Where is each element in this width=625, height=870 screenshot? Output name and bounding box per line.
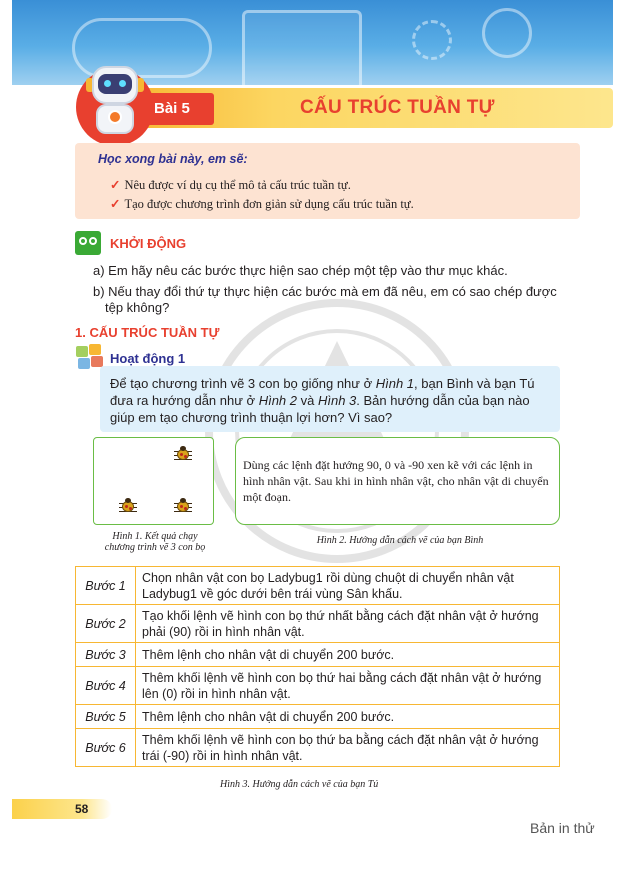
activity-text: Để tạo chương trình vẽ 3 con bọ giống như ở Hình 1, bạn Bình và bạn Tú đưa ra hướng dẫn như ở Hình 2 và Hình 3. Bản hướng dẫn của bạn nào giúp em tạo chương trình thuận lợi hơn? Vì sao? (110, 376, 535, 425)
table-row (76, 643, 560, 667)
objective-item (110, 177, 351, 193)
lesson-title: CẤU TRÚC TUẦN TỰ (300, 97, 495, 118)
warmup-question-a: a) Em hãy nêu các bước thực hiện sao chép một tệp vào thư mục khác. (93, 263, 508, 278)
monitor-decoration-icon (242, 10, 362, 85)
checkmark-icon: ✓ (110, 178, 121, 192)
lesson-number-tag: Bài 5 (142, 93, 214, 125)
figure-2-caption: Hình 2. Hướng dẫn cách vẽ của bạn Bình (316, 535, 484, 546)
step-description: Tạo khối lệnh vẽ hình con bọ thứ nhất bằng cách đặt nhân vật ở hướng phải (90) rồi in hình nhân vật. (136, 605, 560, 643)
robot-eye (104, 80, 111, 87)
cloud-decoration-icon (72, 18, 212, 78)
step-description: Thêm lệnh cho nhân vật di chuyển 200 bước. (136, 643, 560, 667)
section-title: 1. CẤU TRÚC TUẦN TỰ (75, 325, 220, 340)
ladybug-icon (174, 446, 192, 462)
steps-table (75, 566, 560, 767)
step-label: Bước 5 (76, 705, 136, 729)
checkmark-icon: ✓ (110, 197, 121, 211)
figure-1-stage (93, 437, 214, 525)
edition-note: Bản in thử (530, 820, 595, 836)
table-row (76, 667, 560, 705)
objective-text: Tạo được chương trình đơn giản sử dụng cấu trúc tuần tự. (124, 197, 414, 211)
step-description: Thêm lệnh cho nhân vật di chuyển 200 bước. (136, 705, 560, 729)
table-row (76, 567, 560, 605)
warmup-gears-icon (75, 231, 101, 255)
figure-3-caption: Hình 3. Hướng dẫn cách vẽ của bạn Tú (220, 779, 379, 790)
gear-decoration-icon (412, 20, 452, 60)
ladybug-icon (174, 498, 192, 514)
step-description: Thêm khối lệnh vẽ hình con bọ thứ hai bằng cách đặt nhân vật ở hướng lên (0) rồi in hình nhân vật. (136, 667, 560, 705)
page-number-bar (12, 799, 112, 819)
puzzle-activity-icon (76, 344, 104, 370)
ladybug-icon (119, 498, 137, 514)
step-label: Bước 3 (76, 643, 136, 667)
warmup-title: KHỞI ĐỘNG (110, 236, 187, 251)
table-row (76, 729, 560, 767)
lightbulb-decoration-icon (482, 8, 532, 58)
objective-text: Nêu được ví dụ cụ thể mô tả cấu trúc tuần tự. (124, 178, 351, 192)
step-label: Bước 4 (76, 667, 136, 705)
warmup-question-b: b) Nếu thay đổi thứ tự thực hiện các bước mà em đã nêu, em có sao chép được (93, 284, 557, 299)
robot-eye (119, 80, 126, 87)
figure-2-text: Dùng các lệnh đặt hướng 90, 0 và -90 xen kẽ với các lệnh in hình nhân vật. Sau khi in hình nhân vật, cho nhân vật di chuyển một đoạn. (243, 458, 549, 504)
step-label: Bước 6 (76, 729, 136, 767)
figure-1-caption: Hình 1. Kết quả chạy chương trình vẽ 3 con bọ (104, 531, 206, 553)
step-description: Thêm khối lệnh vẽ hình con bọ thứ ba bằng cách đặt nhân vật ở hướng trái (-90) rồi in hình nhân vật. (136, 729, 560, 767)
activity-title: Hoạt động 1 (110, 351, 186, 366)
page-number: 58 (75, 802, 89, 816)
objectives-heading: Học xong bài này, em sẽ: (98, 152, 248, 166)
table-row (76, 705, 560, 729)
step-label: Bước 1 (76, 567, 136, 605)
robot-core (108, 110, 122, 124)
table-row (76, 605, 560, 643)
warmup-question-b-cont: tệp không? (105, 300, 170, 315)
objective-item (110, 196, 414, 212)
step-label: Bước 2 (76, 605, 136, 643)
step-description: Chọn nhân vật con bọ Ladybug1 rồi dùng chuột di chuyển nhân vật Ladybug1 về góc dưới bên trái vùng Sân khấu. (136, 567, 560, 605)
